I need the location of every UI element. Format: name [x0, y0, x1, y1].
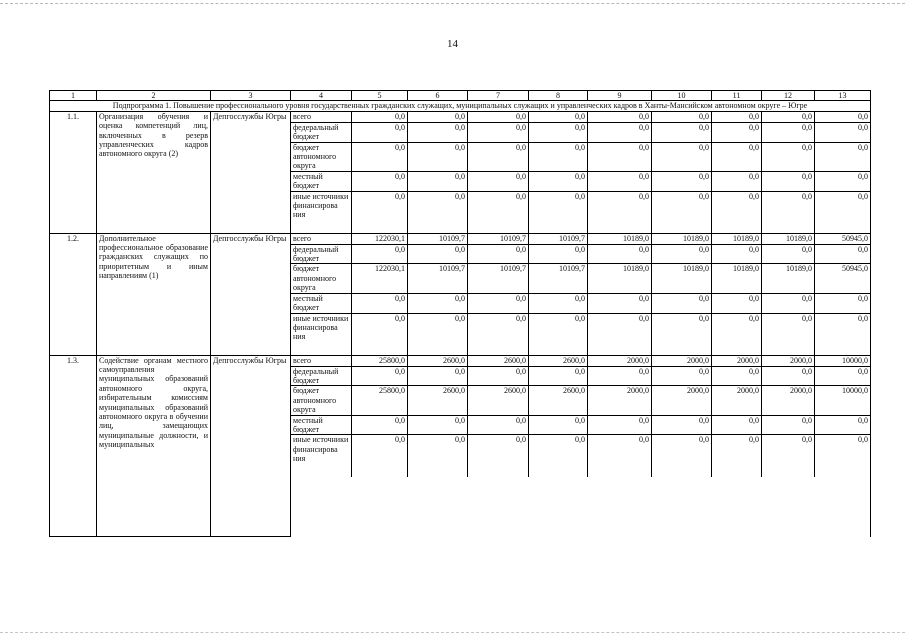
subprogram-title: Подпрограмма 1. Повышение профессионального уровня государственных гражданских служащих, муниципальных служащих и управленческих кадров в Ханты-Мансийском автономном округе – Югре [50, 101, 871, 111]
amount-cell: 50945,0 [815, 264, 871, 293]
responsible-executor: Депгосслужбы Югры [211, 355, 291, 537]
amount-cell: 10189,0 [588, 264, 652, 293]
measure-number: 1.2. [50, 233, 97, 355]
amount-cell: 0,0 [588, 122, 652, 142]
funding-source: бюджет автономного округа [291, 142, 352, 171]
funding-source: бюджет автономного округа [291, 264, 352, 293]
amount-cell: 0,0 [408, 313, 468, 355]
amount-cell: 0,0 [652, 415, 712, 435]
amount-cell: 0,0 [468, 313, 529, 355]
amount-cell: 0,0 [815, 111, 871, 122]
amount-cell: 0,0 [762, 293, 815, 313]
amount-cell: 0,0 [529, 415, 588, 435]
amount-cell: 0,0 [529, 111, 588, 122]
column-number-row [50, 91, 871, 101]
amount-cell: 0,0 [529, 313, 588, 355]
amount-cell: 10109,7 [468, 233, 529, 244]
amount-cell: 0,0 [352, 313, 408, 355]
amount-cell: 0,0 [712, 415, 762, 435]
amount-cell: 10109,7 [529, 264, 588, 293]
amount-cell: 10109,7 [408, 264, 468, 293]
amount-cell: 0,0 [352, 191, 408, 233]
subprogram-row [50, 101, 871, 111]
funding-row [50, 355, 871, 366]
funding-row [50, 111, 871, 122]
amount-cell: 2000,0 [762, 355, 815, 366]
amount-cell: 0,0 [815, 415, 871, 435]
measure-number: 1.3. [50, 355, 97, 537]
amount-cell: 0,0 [652, 293, 712, 313]
amount-cell: 0,0 [588, 415, 652, 435]
amount-cell: 10189,0 [712, 233, 762, 244]
amount-cell: 0,0 [815, 171, 871, 191]
amount-cell: 0,0 [712, 244, 762, 264]
amount-cell: 0,0 [352, 293, 408, 313]
scan-edge-top [0, 3, 905, 4]
funding-table [49, 90, 871, 537]
amount-cell: 0,0 [529, 191, 588, 233]
amount-cell: 0,0 [652, 111, 712, 122]
funding-source: иные источники финансирова ния [291, 191, 352, 233]
amount-cell: 2000,0 [712, 386, 762, 415]
funding-source: иные источники финансирова ния [291, 313, 352, 355]
funding-source: местный бюджет [291, 293, 352, 313]
amount-cell: 0,0 [468, 142, 529, 171]
amount-cell: 0,0 [652, 366, 712, 386]
continuation-cell [291, 477, 871, 537]
amount-cell: 0,0 [762, 171, 815, 191]
amount-cell: 122030,1 [352, 264, 408, 293]
amount-cell: 10189,0 [652, 233, 712, 244]
page-number: 14 [447, 38, 458, 50]
amount-cell: 0,0 [712, 111, 762, 122]
amount-cell: 0,0 [712, 191, 762, 233]
measure-name: Дополнительное профессиональное образование гражданских служащих по приоритетным и иным направлениям (1) [97, 233, 211, 355]
funding-source: местный бюджет [291, 171, 352, 191]
amount-cell: 0,0 [352, 435, 408, 477]
scan-edge-bottom [0, 632, 905, 633]
amount-cell: 0,0 [762, 142, 815, 171]
column-number: 10 [652, 91, 712, 101]
column-number: 7 [468, 91, 529, 101]
amount-cell: 0,0 [408, 142, 468, 171]
amount-cell: 0,0 [408, 122, 468, 142]
amount-cell: 0,0 [468, 435, 529, 477]
amount-cell: 2600,0 [468, 355, 529, 366]
amount-cell: 2600,0 [529, 355, 588, 366]
amount-cell: 0,0 [652, 244, 712, 264]
column-number: 6 [408, 91, 468, 101]
amount-cell: 10189,0 [652, 264, 712, 293]
amount-cell: 2600,0 [408, 386, 468, 415]
amount-cell: 0,0 [712, 366, 762, 386]
funding-row [50, 233, 871, 244]
measure-number: 1.1. [50, 111, 97, 233]
amount-cell: 0,0 [712, 293, 762, 313]
amount-cell: 0,0 [468, 293, 529, 313]
column-number: 3 [211, 91, 291, 101]
amount-cell: 25800,0 [352, 355, 408, 366]
amount-cell: 0,0 [352, 366, 408, 386]
amount-cell: 0,0 [352, 244, 408, 264]
column-number: 2 [97, 91, 211, 101]
amount-cell: 10000,0 [815, 386, 871, 415]
amount-cell: 0,0 [468, 415, 529, 435]
amount-cell: 0,0 [408, 171, 468, 191]
amount-cell: 0,0 [352, 415, 408, 435]
amount-cell: 0,0 [408, 244, 468, 264]
funding-source: иные источники финансирова ния [291, 435, 352, 477]
amount-cell: 0,0 [815, 142, 871, 171]
amount-cell: 122030,1 [352, 233, 408, 244]
amount-cell: 0,0 [652, 171, 712, 191]
column-number: 8 [529, 91, 588, 101]
amount-cell: 0,0 [712, 171, 762, 191]
amount-cell: 0,0 [588, 313, 652, 355]
amount-cell: 2000,0 [762, 386, 815, 415]
amount-cell: 0,0 [529, 171, 588, 191]
measure-name: Организация обучения и оценка компетенций лиц, включенных в резерв управленческих кадров автономного округа (2) [97, 111, 211, 233]
amount-cell: 25800,0 [352, 386, 408, 415]
funding-source: местный бюджет [291, 415, 352, 435]
amount-cell: 0,0 [408, 111, 468, 122]
amount-cell: 0,0 [352, 171, 408, 191]
column-number: 13 [815, 91, 871, 101]
amount-cell: 0,0 [815, 244, 871, 264]
amount-cell: 0,0 [588, 191, 652, 233]
amount-cell: 0,0 [588, 142, 652, 171]
amount-cell: 0,0 [762, 366, 815, 386]
amount-cell: 0,0 [529, 142, 588, 171]
amount-cell: 0,0 [529, 244, 588, 264]
amount-cell: 0,0 [468, 191, 529, 233]
amount-cell: 0,0 [352, 111, 408, 122]
amount-cell: 0,0 [529, 122, 588, 142]
amount-cell: 0,0 [762, 435, 815, 477]
amount-cell: 10109,7 [408, 233, 468, 244]
column-number: 5 [352, 91, 408, 101]
amount-cell: 0,0 [408, 366, 468, 386]
amount-cell: 0,0 [529, 366, 588, 386]
amount-cell: 50945,0 [815, 233, 871, 244]
amount-cell: 10109,7 [529, 233, 588, 244]
amount-cell: 0,0 [588, 244, 652, 264]
amount-cell: 0,0 [408, 415, 468, 435]
amount-cell: 2600,0 [408, 355, 468, 366]
amount-cell: 0,0 [588, 293, 652, 313]
amount-cell: 0,0 [815, 122, 871, 142]
amount-cell: 0,0 [588, 366, 652, 386]
amount-cell: 0,0 [762, 244, 815, 264]
amount-cell: 0,0 [815, 435, 871, 477]
responsible-executor: Депгосслужбы Югры [211, 111, 291, 233]
funding-source: всего [291, 233, 352, 244]
amount-cell: 0,0 [762, 191, 815, 233]
column-number: 9 [588, 91, 652, 101]
amount-cell: 2000,0 [588, 355, 652, 366]
amount-cell: 0,0 [815, 366, 871, 386]
amount-cell: 0,0 [588, 111, 652, 122]
amount-cell: 0,0 [815, 293, 871, 313]
amount-cell: 0,0 [762, 111, 815, 122]
amount-cell: 0,0 [468, 171, 529, 191]
amount-cell: 0,0 [815, 313, 871, 355]
amount-cell: 0,0 [468, 122, 529, 142]
funding-source: бюджет автономного округа [291, 386, 352, 415]
amount-cell: 2600,0 [468, 386, 529, 415]
column-number: 12 [762, 91, 815, 101]
amount-cell: 0,0 [815, 191, 871, 233]
amount-cell: 10109,7 [468, 264, 529, 293]
amount-cell: 0,0 [408, 435, 468, 477]
amount-cell: 0,0 [468, 111, 529, 122]
amount-cell: 0,0 [712, 313, 762, 355]
funding-source: всего [291, 355, 352, 366]
amount-cell: 10189,0 [712, 264, 762, 293]
column-number: 11 [712, 91, 762, 101]
amount-cell: 0,0 [762, 122, 815, 142]
funding-source: федеральный бюджет [291, 122, 352, 142]
amount-cell: 0,0 [529, 435, 588, 477]
amount-cell: 0,0 [588, 435, 652, 477]
amount-cell: 10189,0 [762, 233, 815, 244]
amount-cell: 0,0 [588, 171, 652, 191]
amount-cell: 0,0 [652, 435, 712, 477]
amount-cell: 2000,0 [652, 386, 712, 415]
measure-name: Содействие органам местного самоуправления муниципальных образований автономного округа, избирательным комиссиям муниципальных образований автономного округа в обучении лиц, замещающих муниципальные должности, и муниципальных [97, 355, 211, 537]
amount-cell: 2000,0 [712, 355, 762, 366]
column-number: 4 [291, 91, 352, 101]
amount-cell: 0,0 [352, 122, 408, 142]
amount-cell: 0,0 [408, 293, 468, 313]
amount-cell: 0,0 [352, 142, 408, 171]
amount-cell: 0,0 [468, 366, 529, 386]
amount-cell: 0,0 [712, 142, 762, 171]
amount-cell: 2000,0 [588, 386, 652, 415]
amount-cell: 2600,0 [529, 386, 588, 415]
funding-source: всего [291, 111, 352, 122]
funding-source: федеральный бюджет [291, 244, 352, 264]
amount-cell: 10189,0 [762, 264, 815, 293]
responsible-executor: Депгосслужбы Югры [211, 233, 291, 355]
amount-cell: 0,0 [762, 415, 815, 435]
amount-cell: 0,0 [652, 142, 712, 171]
amount-cell: 0,0 [712, 435, 762, 477]
amount-cell: 10189,0 [588, 233, 652, 244]
column-number: 1 [50, 91, 97, 101]
amount-cell: 10000,0 [815, 355, 871, 366]
amount-cell: 0,0 [529, 293, 588, 313]
funding-source: федеральный бюджет [291, 366, 352, 386]
amount-cell: 0,0 [652, 122, 712, 142]
amount-cell: 0,0 [652, 191, 712, 233]
amount-cell: 0,0 [712, 122, 762, 142]
amount-cell: 0,0 [652, 313, 712, 355]
amount-cell: 2000,0 [652, 355, 712, 366]
amount-cell: 0,0 [762, 313, 815, 355]
amount-cell: 0,0 [408, 191, 468, 233]
amount-cell: 0,0 [468, 244, 529, 264]
